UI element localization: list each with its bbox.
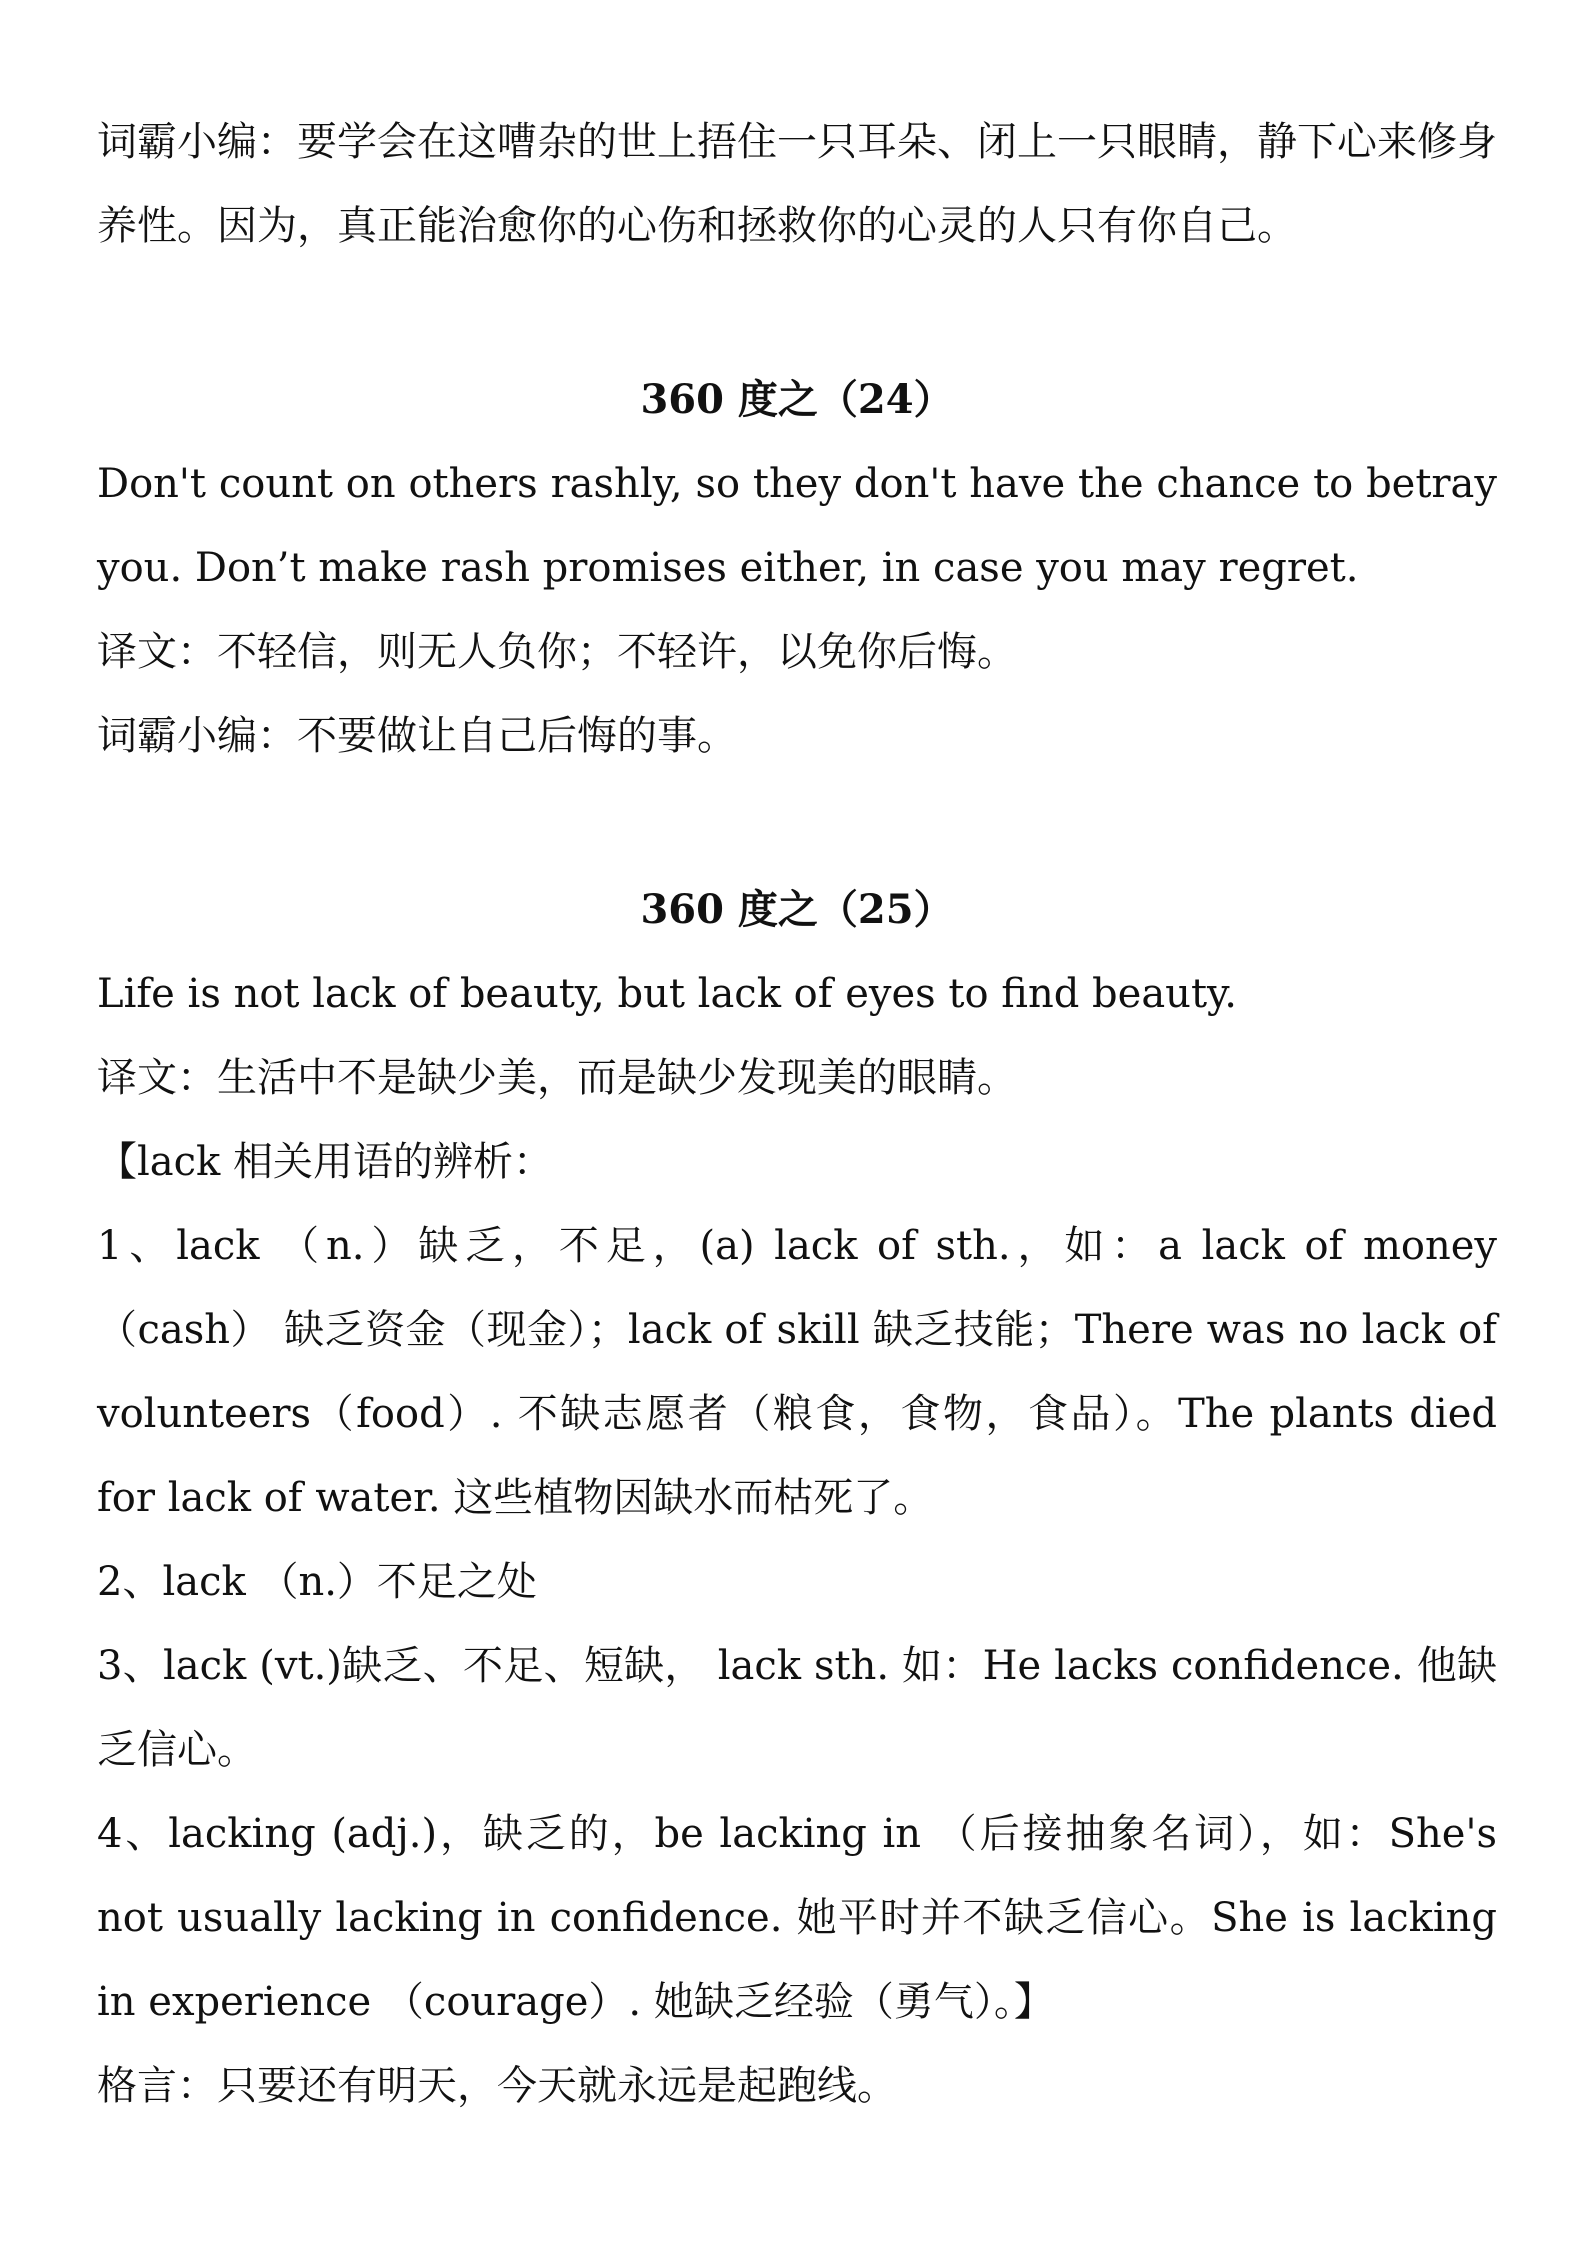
section-24-title: 360 度之（24） [640, 376, 954, 423]
section-25-item-2: 2、lack （n.）不足之处 [97, 1559, 537, 1605]
section-25-title: 360 度之（25） [640, 886, 954, 933]
section-24-editor-note: 词霸小编：不要做让自己后悔的事。 [97, 713, 737, 759]
section-25-item-1: 1、lack （n.）缺乏，不足，(a) lack of sth.，如：a lack of money （cash） 缺乏资金（现金）；lack of skill 缺乏技能；There was no lack of volunteers（food）. 不缺志愿者（粮食，食物，食品）。The plants died for lack of water. 这些植物因缺水而枯死了。 [97, 1223, 1497, 1521]
section-24-translation: 译文：不轻信，则无人负你；不轻许，以免你后悔。 [97, 629, 1017, 675]
section-25-motto: 格言：只要还有明天，今天就永远是起跑线。 [97, 2063, 897, 2109]
section-25-english: Life is not lack of beauty, but lack of eyes to find beauty. [97, 971, 1238, 1017]
section-24-english: Don't count on others rashly, so they don't have the chance to betray you. Don’t make rash promises either, in case you may regret. [97, 461, 1497, 591]
document-page [97, 100, 1497, 2128]
section-divider [97, 268, 1497, 358]
section-divider [97, 778, 1497, 868]
section-25-translation: 译文：生活中不是缺少美，而是缺少发现美的眼睛。 [97, 1055, 1017, 1101]
intro-editor-note: 词霸小编：要学会在这嘈杂的世上捂住一只耳朵、闭上一只眼睛，静下心来修身养性。因为，真正能治愈你的心伤和拯救你的心灵的人只有你自己。 [97, 119, 1497, 249]
section-25-analysis-header: 【lack 相关用语的辨析： [97, 1139, 553, 1185]
section-25-item-3: 3、lack (vt.)缺乏、不足、短缺， lack sth. 如：He lacks confidence. 他缺乏信心。 [97, 1643, 1497, 1773]
section-25-item-4: 4、lacking (adj.)，缺乏的，be lacking in （后接抽象名词），如：She's not usually lacking in confidence. 她平时并不缺乏信心。She is lacking in experience （courage）. 她缺乏经验（勇气）。】 [97, 1811, 1497, 2025]
